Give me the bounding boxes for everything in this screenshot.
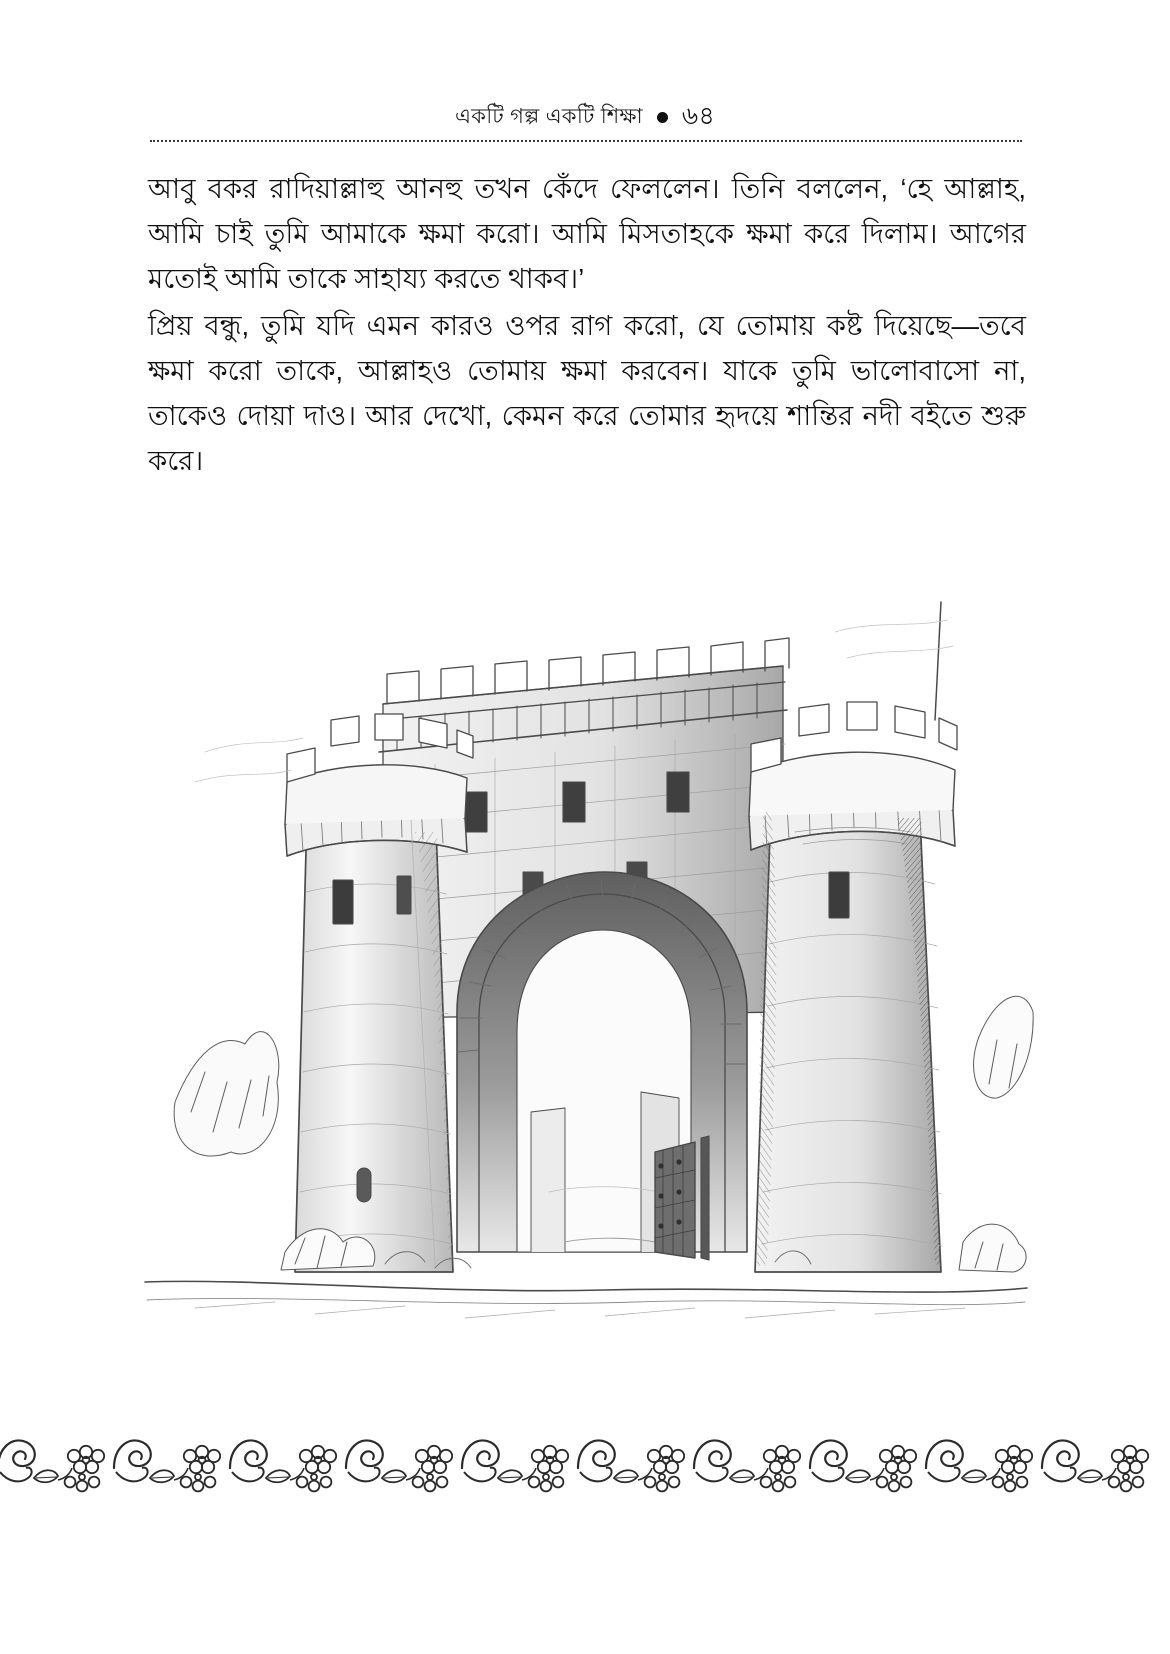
book-title: একটি গল্প একটি শিক্ষা [454, 105, 643, 128]
castle-gate-drawing [135, 452, 1035, 1352]
bullet-dot-icon [657, 112, 668, 123]
header-divider [150, 140, 1022, 142]
floral-vine-border-icon [0, 1412, 1170, 1504]
paragraph-1: আবু বকর রাদিয়াল্লাহু আনহু তখন কেঁদে ফেললেন। তিনি বললেন, ‘হে আল্লাহ, আমি চাই তুমি আমাকে ক্ষমা করো। আমি মিসতাহকে ক্ষমা করে দিলাম। আগের মতোই আমি তাকে সাহায্য করতে থাকব।’ [148, 173, 1026, 294]
footer-ornament [0, 1412, 1170, 1504]
page-number: ৬৪ [681, 102, 715, 130]
page-header [150, 96, 1020, 139]
body-text [148, 166, 1026, 483]
header-line [455, 96, 715, 139]
illustration-castle-gate [135, 452, 1035, 1352]
paragraph-2: প্রিয় বন্ধু, তুমি যদি এমন কারও ওপর রাগ করো, যে তোমায় কষ্ট দিয়েছে—তবে ক্ষমা করো তাকে, আল্লাহও তোমায় ক্ষমা করবেন। যাকে তুমি ভালোবাসো না, তাকেও দোয়া দাও। আর দেখো, কেমন করে তোমার হৃদয়ে শান্তির নদী বইতে শুরু করে। [148, 310, 1026, 476]
